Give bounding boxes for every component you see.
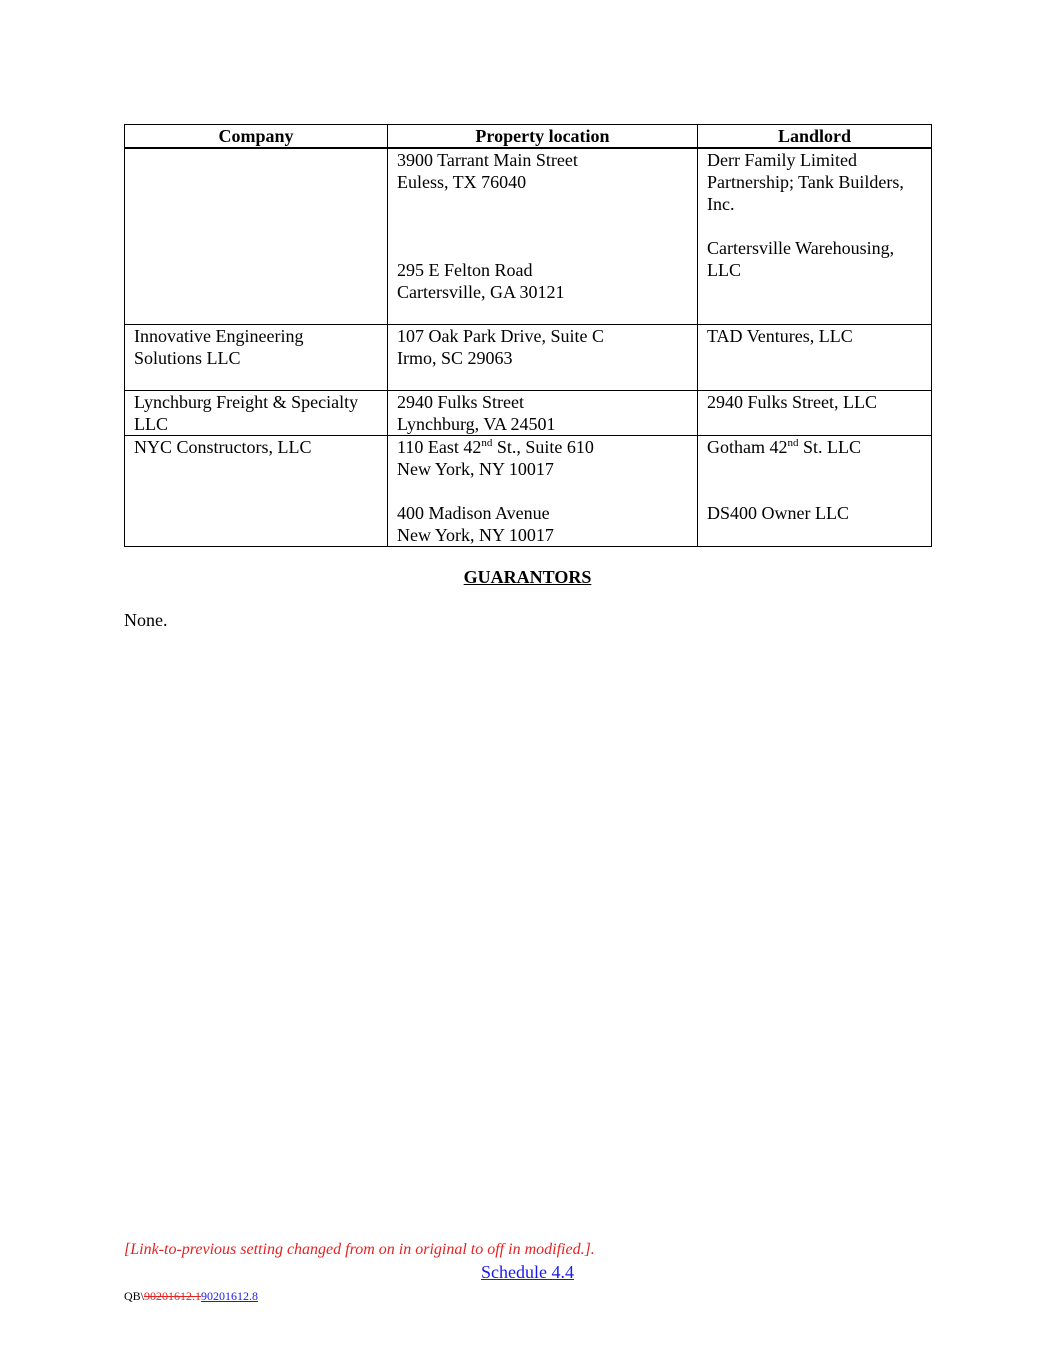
table-row [125,148,932,324]
company-name-line: NYC Constructors, LLC [134,436,312,457]
company-name-line: LLC [134,413,168,434]
document-id [124,1289,258,1303]
property-address-line: Irmo, SC 29063 [397,347,513,368]
landlord-cell [698,390,932,435]
property-address-line: 400 Madison Avenue [397,502,550,523]
table-row [125,435,932,546]
landlord-name: Gotham 42nd St. LLC [707,436,862,457]
header-property-location: Property location [388,125,698,149]
property-address-line: New York, NY 10017 [397,458,554,479]
doc-id-inserted[interactable]: 90201612.8 [201,1289,259,1303]
header-company: Company [125,125,388,149]
landlord-cell [698,435,932,546]
landlord-name: Derr Family Limited Partnership; Tank Builders, Inc. [707,150,904,214]
property-cell [388,435,698,546]
property-cell [388,390,698,435]
company-name-line: Solutions LLC [134,347,241,368]
table-row [125,390,932,435]
property-address-line: 3900 Tarrant Main Street [397,150,578,170]
company-cell [125,390,388,435]
property-address-line: Lynchburg, VA 24501 [397,413,556,434]
property-address-line: 107 Oak Park Drive, Suite C [397,325,604,346]
guarantors-heading: GUARANTORS [463,567,592,587]
landlord-name: Cartersville Warehousing, LLC [707,238,895,280]
property-address-line: New York, NY 10017 [397,524,554,545]
landlord-cell [698,148,932,324]
property-address-line: 2940 Fulks Street [397,391,525,412]
property-address-line: Cartersville, GA 30121 [397,282,565,302]
property-cell [388,324,698,390]
landlord-cell [698,324,932,390]
landlord-name: DS400 Owner LLC [707,502,849,523]
property-address-line: 110 East 42nd St., Suite 610 [397,436,594,457]
property-address-line: Euless, TX 76040 [397,172,527,192]
property-address-line: 295 E Felton Road [397,260,533,280]
properties-table [124,124,932,547]
company-cell [125,324,388,390]
schedule-link[interactable]: Schedule 4.4 [481,1262,574,1282]
company-cell [125,148,388,324]
company-cell [125,435,388,546]
table-header-row [125,125,932,149]
doc-id-prefix: QB\ [124,1289,145,1303]
company-name-line: Innovative Engineering [134,325,304,346]
landlord-name: TAD Ventures, LLC [707,325,853,346]
guarantors-text: None. [124,610,168,630]
header-landlord: Landlord [698,125,932,149]
company-name-line: Lynchburg Freight & Specialty [134,391,359,412]
table-row [125,324,932,390]
property-cell [388,148,698,324]
doc-id-deleted: 90201612.1 [144,1289,202,1303]
landlord-name: 2940 Fulks Street, LLC [707,391,877,412]
footer-change-note: [Link-to-previous setting changed from on in original to off in modified.]. [124,1241,595,1258]
